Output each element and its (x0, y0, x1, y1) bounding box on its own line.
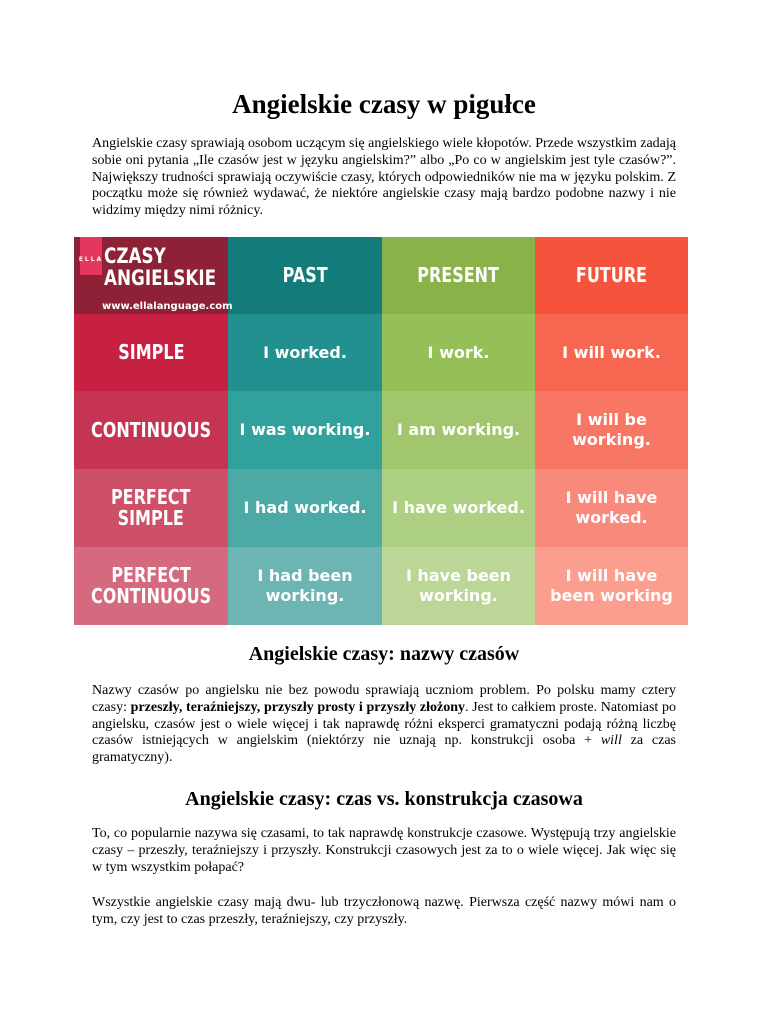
cell-past-continuous: I was working. (228, 391, 382, 469)
page-title: Angielskie czasy w pigułce (232, 89, 536, 119)
cell-future-perfect-continuous: I will have been working (535, 547, 688, 625)
row-label-perfect-simple: PERFECT SIMPLE (74, 469, 228, 547)
corner-title: CZASY ANGIELSKIE (104, 244, 217, 290)
cell-past-perfect-continuous: I had been working. (228, 547, 382, 625)
tenses-infographic (74, 237, 688, 625)
cell-future-simple: I will work. (535, 314, 688, 391)
construction-paragraph-1: To, co popularnie nazywa się czasami, to tak naprawdę konstrukcje czasowe. Występują trzy angielskie czasy – przeszły, teraźniejszy i przyszły. Konstrukcji czasowych jest za to o wiele więcej. Jak więc się w tym wszystkim połapać? (92, 826, 676, 875)
row-label-continuous: CONTINUOUS (74, 391, 228, 469)
names-paragraph: Nazwy czasów po angielsku nie bez powodu sprawiają uczniom problem. Po polsku mamy cztery czasy: przeszły, teraźniejszy, przyszły prosty i przyszły złożony. Jest to całkiem proste. Natomiast po angielsku, czasów jest o wiele więcej i tak naprawdę różni eksperci gramatyczni podają różną liczbę czasów istniejących w angielskim (niektórzy nie uznają np. konstrukcji osoba + will za czas gramatyczny). (92, 683, 676, 766)
column-header-past: PAST (228, 237, 382, 314)
cell-past-perfect: I had worked. (228, 469, 382, 547)
cell-future-continuous: I will be working. (535, 391, 688, 469)
construction-paragraph-2: Wszystkie angielskie czasy mają dwu- lub trzyczłonową nazwę. Pierwsza część nazwy mówi nam o tym, czy jest to czas przeszły, teraźniejszy, czy przyszły. (92, 895, 676, 927)
cell-present-simple: I work. (382, 314, 535, 391)
row-label-simple: SIMPLE (74, 314, 228, 391)
section-heading-names: Angielskie czasy: nazwy czasów (248, 643, 520, 665)
cell-past-simple: I worked. (228, 314, 382, 391)
cell-present-continuous: I am working. (382, 391, 535, 469)
cell-present-perfect-continuous: I have been working. (382, 547, 535, 625)
section-heading-tense-vs-construction: Angielskie czasy: czas vs. konstrukcja czasowa (185, 788, 583, 810)
row-label-perfect-continuous: PERFECT CONTINUOUS (74, 547, 228, 625)
intro-paragraph: Angielskie czasy sprawiają osobom uczącym się angielskiego wiele kłopotów. Przede wszystkim zadają sobie oni pytania „Ile czasów jest w języku angielskim?” albo „Po co w angielskim jest tyle czasów?”. Największy trudności sprawiają oczywiście czasy, których odpowiedników nie ma w języku polskim. Z początku może się również wydawać, że niektóre angielskie czasy mają bardzo podobne nazwy i nie widzimy między nimi różnicy. (92, 136, 676, 219)
cell-present-perfect: I have worked. (382, 469, 535, 547)
website-url: www.ellalanguage.com (102, 301, 233, 312)
cell-future-perfect: I will have worked. (535, 469, 688, 547)
ella-logo: ELLA (80, 237, 102, 275)
column-header-present: PRESENT (382, 237, 535, 314)
column-header-future: FUTURE (535, 237, 688, 314)
infographic-corner (74, 237, 233, 314)
